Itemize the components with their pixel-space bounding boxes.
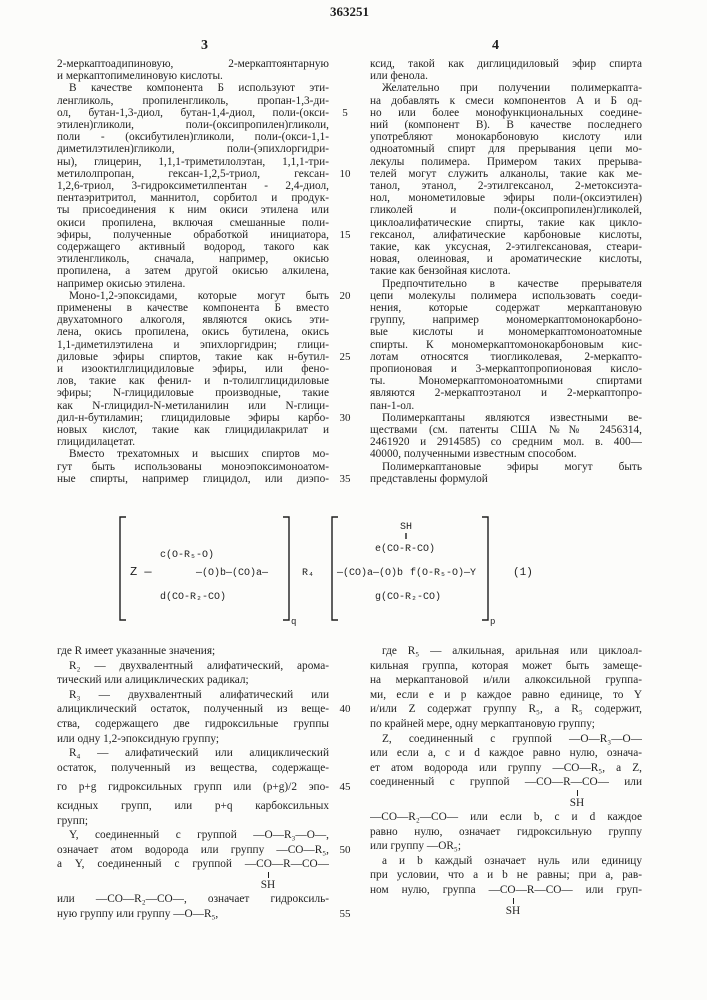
text-line: телей могут служить алканолы, такие как ме-: [370, 168, 642, 181]
text-line: ми, если e и p каждое равно единице, то Y: [370, 689, 642, 702]
text-line: нения, которые содержат меркаптановую: [370, 302, 642, 315]
text-line: новая, олеиновая, и ароматические кислоты,: [370, 253, 642, 266]
text-line: или —CO—R₂—CO—, означает гидроксиль-: [57, 893, 329, 906]
text-line: и изооктилглицидиловые эфиры, или фено-: [57, 363, 329, 376]
formula-f-term: f(O-R₅-O)—Y: [410, 567, 476, 579]
text-line: цепи молекулы полимера использовать соеди-: [370, 290, 642, 303]
text-line: гликолей и поли-(оксипропилен)гликолей,: [370, 204, 642, 217]
text-line: или группу —OR₅;: [370, 840, 642, 853]
text-line: по крайней мере, одну меркаптановую группу;: [370, 718, 642, 731]
text-line: алициклический остаток, полученный из веще-: [57, 703, 329, 716]
text-line: тический или алициклических радикал;: [57, 674, 329, 687]
patent-number: 363251: [330, 4, 369, 20]
text-line: где R₅ — алкильная, арильная или циклоал-: [382, 645, 642, 658]
text-line: 2461920 и 2914585) со средним мол. в. 400—: [370, 436, 642, 449]
text-line: Вместо трехатомных и высших спиртов мо-: [69, 448, 329, 461]
text-line: пропионовая и 3-меркаптопропионовая кисло-: [370, 363, 642, 376]
text-line: Полимеркаптановые эфиры могут быть: [382, 461, 642, 474]
formula-c-term: c(O-R₅-O): [160, 549, 214, 561]
page-number-left: 3: [201, 38, 208, 54]
line-number: 40: [338, 703, 352, 715]
text-line: остаток, полученный из вещества, содержаще-: [57, 762, 329, 775]
text-line: лов, такие как фенил- и n-толилглицидиловые: [57, 375, 329, 388]
line-number: 55: [338, 908, 352, 920]
text-line: на добавлять к смеси компонентов А и Б од-: [370, 95, 642, 108]
line-number: 50: [338, 844, 352, 856]
text-line: или фенола.: [370, 70, 642, 83]
text-line: го p+g гидроксильных групп или (p+g)/2 эпо-: [57, 781, 329, 794]
page-number-right: 4: [492, 38, 499, 54]
text-line: гексанол, алифатические карбоновые кислоты,: [370, 229, 642, 242]
text-line: пентаэритритол, маннитол, сорбитол и продук-: [57, 192, 329, 205]
text-line: кильная группа, которая может быть замеще-: [370, 660, 642, 673]
text-line: R₂ — двухвалентный алифатический, арома-: [69, 660, 329, 673]
text-line: пропилена, а затем другой окисью алкилена,: [57, 265, 329, 278]
text-line: означает атом водорода или группу —CO—R₅,: [57, 844, 329, 857]
text-line: метилолпропан, гексан-1,2,5-триол, гексан-: [57, 168, 329, 181]
text-line: ол, бутан-1,3-диол, бутан-1,4-диол, поли-(окси-: [57, 107, 329, 120]
text-line: 1,1-диметилэтилена и эпихлоргидрин; глици-: [57, 339, 329, 352]
text-line: одноатомный спирт для прерывания цепи мо-: [370, 143, 642, 156]
text-line: соединенный с группой —CO—R—CO— или: [370, 776, 642, 789]
text-line: поли - (оксибутилен)гликоли, поли-(окси-1,1-: [57, 131, 329, 144]
sh-substituent: [258, 872, 278, 891]
text-line: 40000, полученными известным способом.: [370, 448, 642, 461]
formula-sh: SH: [400, 522, 412, 533]
text-line: этиленгликоль, сначала, например, окисью: [57, 253, 329, 266]
text-line: Моно-1,2-эпоксидами, которые могут быть: [69, 290, 329, 303]
text-line: лена, окись пропилена, окись бутилена, окись: [57, 326, 329, 339]
text-line: ства, содержащего две гидроксильные группы: [57, 718, 329, 731]
line-number: 25: [338, 351, 352, 363]
text-line: —CO—R₂—CO— или если b, c и d каждое: [370, 811, 642, 824]
text-line: Желательно при получении полимеркапта-: [382, 82, 642, 95]
formula-z: Z —: [130, 565, 152, 579]
text-line: двухатомного алкоголя, являются окись эти-: [57, 314, 329, 327]
text-line: пан-1-ол.: [370, 400, 642, 413]
text-line: применены в качестве компонента Б вместо: [57, 302, 329, 315]
sh-label: SH: [570, 797, 584, 809]
text-line: спирты. К мономеркаптомонокарбоновым кис-: [370, 339, 642, 352]
text-line: содержащего активный водород, такого как: [57, 241, 329, 254]
text-line: a и b каждый означает нуль или единицу: [382, 855, 642, 868]
text-line: окиси пропилена, включая смешанные поли-: [57, 217, 329, 230]
text-line: ные спирты, например глицидол, или диэпо-: [57, 473, 329, 486]
sh-label: SH: [261, 879, 275, 891]
formula-number: (1): [513, 567, 533, 579]
chemical-formula: [0, 505, 707, 630]
text-line: эфиры; N-глицидиловые производные, такие: [57, 387, 329, 400]
text-line: Z, соединенный с группой —O—R₃—O—: [382, 733, 642, 746]
formula-coa-ob-right: —(CO)a—(O)b: [336, 567, 403, 579]
text-line: ленгликоль, пропиленгликоль, пропан-1,3-ди-: [57, 95, 329, 108]
text-line: этилен)гликоли, поли-(оксипропилен)гликоли,: [57, 119, 329, 132]
sh-label: SH: [506, 905, 520, 917]
text-line: Полимеркаптаны являются известными ве-: [382, 412, 642, 425]
text-line: ет атом водорода или группу —CO—R₅, а Z,: [370, 762, 642, 775]
text-line: например окисью этилена.: [57, 278, 329, 291]
bond-line: [577, 790, 578, 796]
text-line: и меркаптопимелиновую кислоты.: [57, 70, 329, 83]
text-line: гут быть использованы моноэпоксимоноатом-: [57, 461, 329, 474]
text-line: нол, монометиловые эфиры поли-(оксиэтилен): [370, 192, 642, 205]
text-line: эфиры, полученные обработкой инициатора,: [57, 229, 329, 242]
text-line: ты. Мономеркаптомоноатомными спиртами: [370, 375, 642, 388]
text-line: группу, например мономеркаптомонокарбоно-: [370, 314, 642, 327]
text-line: или одну 1,2-эпоксидную группу;: [57, 733, 329, 746]
formula-d-term: d(CO-R₂-CO): [160, 591, 226, 603]
formula-e-term: e(CO-R-CO): [375, 543, 435, 555]
bond-line: [268, 872, 269, 878]
text-line: где R имеет указанные значения;: [57, 645, 329, 658]
text-line: Y, соединенный с группой —O—R₃—O—,: [69, 829, 329, 842]
text-line: ксид, такой как диглицидиловый эфир спирта: [370, 58, 642, 71]
text-line: но или более монофункциональных соедине-: [370, 107, 642, 120]
text-line: ний (компонент В). В качестве последнего: [370, 119, 642, 132]
text-line: диметилэтилен)гликоли, поли-(эпихлоргидри-: [57, 143, 329, 156]
text-line: вые кислоты и мономеркаптомоноатомные: [370, 326, 642, 339]
line-number: 10: [338, 168, 352, 180]
text-line: при условии, что a и b не равны; при a, рав-: [370, 869, 642, 882]
line-number: 30: [338, 412, 352, 424]
text-line: ном нулю, группа —CO—R—CO— или груп-: [370, 884, 642, 897]
text-line: R₄ — алифатический или алициклический: [69, 747, 329, 760]
formula-r4: R₄: [302, 568, 314, 579]
formula-p: p: [490, 617, 495, 627]
line-number: 15: [338, 229, 352, 241]
text-line: ксидных групп, или p+q карбоксильных: [57, 800, 329, 813]
line-number: 5: [338, 107, 352, 119]
line-number: 20: [338, 290, 352, 302]
formula-ob-coa-left: —(O)b—(CO)a—: [195, 567, 269, 579]
text-line: R₃ — двухвалентный алифатический или: [69, 689, 329, 702]
text-line: ты присоединения к ним окиси этилена или: [57, 204, 329, 217]
sh-substituent: [567, 790, 587, 809]
line-number: 35: [338, 473, 352, 485]
text-line: лотам относятся тиогликолевая, 2-меркапто-: [370, 351, 642, 364]
sh-substituent: [503, 898, 523, 917]
text-line: циклоалифатические спирты, такие как цикло-: [370, 217, 642, 230]
text-line: являются 2-меркаптоэтанол и 2-меркаптопро-: [370, 387, 642, 400]
text-line: новых кислот, такие как глицидилакрилат и: [57, 424, 329, 437]
text-line: танол, этанол, 2-этилгексанол, 2-метоксиэта-: [370, 180, 642, 193]
text-line: 2-меркаптоадипиновую, 2-меркаптоянтарную: [57, 58, 329, 71]
text-line: Предпочтительно в качестве прерывателя: [382, 278, 642, 291]
line-number: 45: [338, 781, 352, 793]
text-line: и/или Z содержат группу R₅, а R₅ содержит,: [370, 703, 642, 716]
text-line: такие, как уксусная, 2-этилгексановая, стеари-: [370, 241, 642, 254]
text-line: ществами (см. патенты США №№ 2456314,: [370, 424, 642, 437]
text-line: лекулы полимера. Примером таких прерыва-: [370, 156, 642, 169]
text-line: дил-н-бутиламин; глицидиловые эфиры карбо-: [57, 412, 329, 425]
text-line: глицидилацетат.: [57, 436, 329, 449]
text-line: как N-глицидил-N-метиланилин или N-глици-: [57, 400, 329, 413]
bond-line: [513, 898, 514, 904]
formula-g-term: g(CO-R₂-CO): [375, 591, 441, 603]
text-line: В качестве компонента Б используют эти-: [69, 82, 329, 95]
text-line: такие как бензойная кислота.: [370, 265, 642, 278]
text-line: на меркаптановой и/или алкоксильной группа-: [370, 674, 642, 687]
text-line: групп;: [57, 815, 329, 828]
text-line: а Y, соединенный с группой —CO—R—CO—: [57, 858, 329, 871]
text-line: или если a, c и d каждое равно нулю, означа-: [370, 747, 642, 760]
text-line: ны), глицерин, 1,1,1-триметилолэтан, 1,1,1-три-: [57, 156, 329, 169]
text-line: ную группу или группу —O—R₅,: [57, 908, 329, 921]
formula-q: q: [291, 617, 296, 627]
text-line: диловые эфиры спиртов, такие как н-бутил-: [57, 351, 329, 364]
text-line: употребляют монокарбоновую кислоту или: [370, 131, 642, 144]
text-line: представлены формулой: [370, 473, 642, 486]
text-line: равно нулю, означает гидроксильную группу: [370, 826, 642, 839]
text-line: 1,2,6-триол, 3-гидроксиметилпентан - 2,4-диол,: [57, 180, 329, 193]
